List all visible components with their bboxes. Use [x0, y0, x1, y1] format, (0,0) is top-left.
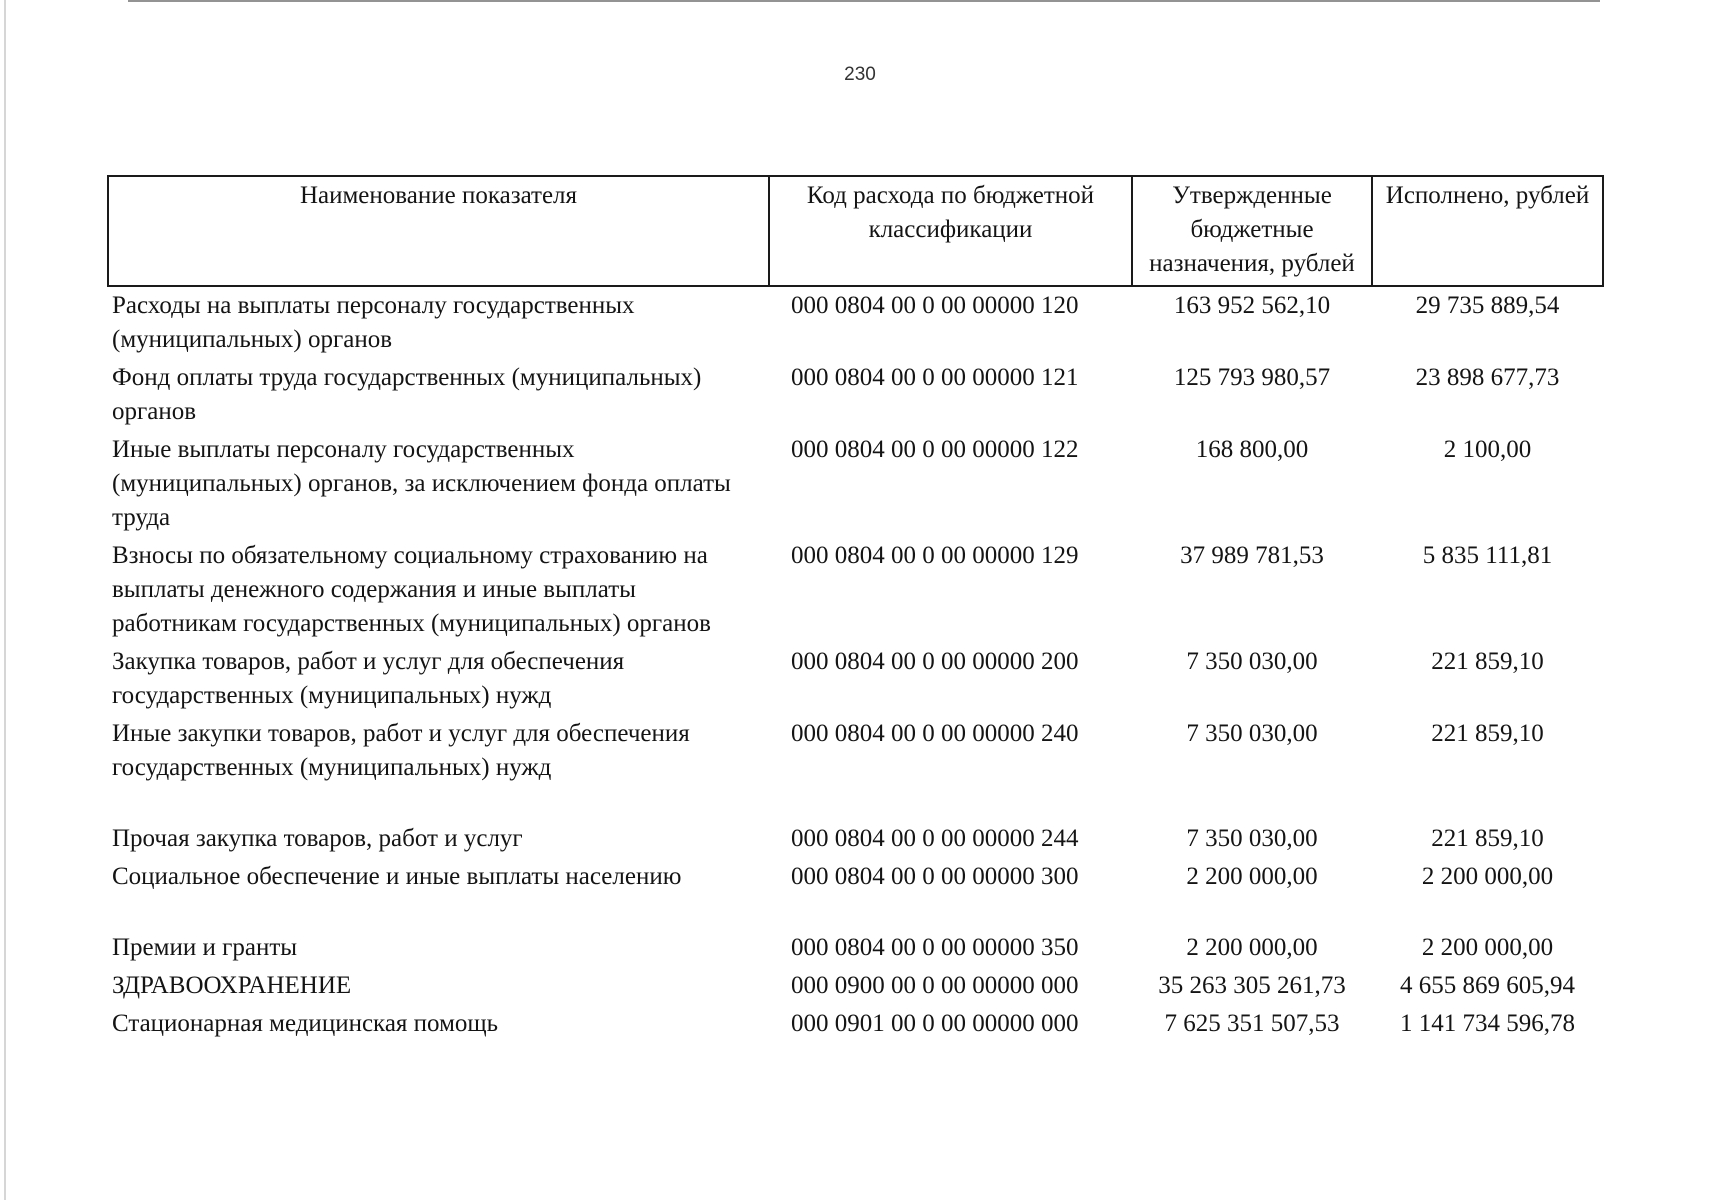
row-classification-code: 000 0804 00 0 00 00000 240	[791, 720, 1079, 747]
row-executed-amount: 29 735 889,54	[1415, 292, 1560, 319]
row-executed-amount: 2 200 000,00	[1421, 934, 1554, 961]
row-indicator-name: ЗДРАВООХРАНЕНИЕ	[112, 972, 352, 999]
page-number: 230	[844, 64, 876, 85]
row-approved-amount: 35 263 305 261,73	[1158, 972, 1346, 999]
row-classification-code: 000 0804 00 0 00 00000 200	[791, 648, 1079, 675]
row-approved-amount: 168 800,00	[1195, 436, 1309, 463]
row-approved-amount: 7 350 030,00	[1186, 825, 1318, 852]
row-approved-amount: 163 952 562,10	[1173, 292, 1331, 319]
row-approved-amount: 7 350 030,00	[1186, 720, 1318, 747]
table-row	[108, 929, 1603, 967]
table-row	[108, 359, 1603, 431]
row-indicator-name: Иные закупки товаров, работ и услуг для обеспечения государственных (муниципальных) нужд	[112, 720, 690, 781]
row-executed-amount: 5 835 111,81	[1422, 542, 1553, 569]
row-executed-amount: 4 655 869 605,94	[1400, 972, 1575, 999]
row-approved-amount: 125 793 980,57	[1173, 364, 1331, 391]
row-indicator-name: Фонд оплаты труда государственных (муниципальных) органов	[112, 364, 702, 425]
row-classification-code: 000 0804 00 0 00 00000 244	[791, 825, 1079, 852]
scan-left-edge	[4, 0, 6, 1200]
row-executed-amount: 1 141 734 596,78	[1400, 1010, 1575, 1037]
budget-execution-table	[107, 175, 1604, 1043]
row-indicator-name: Закупка товаров, работ и услуг для обеспечения государственных (муниципальных) нужд	[112, 648, 625, 709]
table-row	[108, 820, 1603, 858]
row-approved-amount: 2 200 000,00	[1186, 934, 1318, 961]
row-classification-code: 000 0804 00 0 00 00000 350	[791, 934, 1079, 961]
header-indicator-name: Наименование показателя	[108, 176, 769, 286]
row-classification-code: 000 0804 00 0 00 00000 300	[791, 863, 1079, 890]
table-row	[108, 967, 1603, 1005]
row-approved-amount: 2 200 000,00	[1186, 863, 1318, 890]
row-indicator-name: Стационарная медицинская помощь	[112, 1010, 499, 1037]
header-classification-code: Код расхода по бюджетной классификации	[769, 176, 1132, 286]
row-indicator-name: Прочая закупка товаров, работ и услуг	[112, 825, 523, 852]
row-executed-amount: 2 200 000,00	[1421, 863, 1554, 890]
table-header	[108, 176, 1603, 286]
table-row	[108, 643, 1603, 715]
header-row	[108, 176, 1603, 286]
row-classification-code: 000 0804 00 0 00 00000 122	[791, 436, 1079, 463]
row-indicator-name: Социальное обеспечение и иные выплаты населению	[112, 863, 682, 890]
header-approved-amount: Утвержденные бюджетные назначения, рублей	[1132, 176, 1372, 286]
row-indicator-name: Взносы по обязательному социальному страхованию на выплаты денежного содержания и иные выплаты работникам государственных (муниципальных) органов	[112, 542, 711, 637]
table-row	[108, 1005, 1603, 1043]
row-classification-code: 000 0804 00 0 00 00000 120	[791, 292, 1079, 319]
row-executed-amount: 2 100,00	[1443, 436, 1532, 463]
table-row	[108, 431, 1603, 537]
row-classification-code: 000 0804 00 0 00 00000 129	[791, 542, 1079, 569]
row-approved-amount: 7 350 030,00	[1186, 648, 1318, 675]
table-body	[108, 286, 1603, 1043]
table-row	[108, 858, 1603, 929]
row-executed-amount: 221 859,10	[1431, 825, 1544, 852]
row-executed-amount: 221 859,10	[1431, 720, 1544, 747]
row-classification-code: 000 0901 00 0 00 00000 000	[791, 1010, 1079, 1037]
header-executed-amount: Исполнено, рублей	[1372, 176, 1603, 286]
row-indicator-name: Расходы на выплаты персоналу государственных (муниципальных) органов	[112, 292, 635, 353]
row-executed-amount: 221 859,10	[1431, 648, 1544, 675]
row-executed-amount: 23 898 677,73	[1415, 364, 1560, 391]
table-row	[108, 537, 1603, 643]
row-approved-amount: 7 625 351 507,53	[1164, 1010, 1340, 1037]
row-classification-code: 000 0900 00 0 00 00000 000	[791, 972, 1079, 999]
row-indicator-name: Иные выплаты персоналу государственных (муниципальных) органов, за исключением фонда оплаты труда	[112, 436, 731, 531]
row-approved-amount: 37 989 781,53	[1180, 542, 1324, 569]
table-row	[108, 715, 1603, 820]
scan-top-border	[128, 0, 1600, 2]
row-indicator-name: Премии и гранты	[112, 934, 298, 961]
row-classification-code: 000 0804 00 0 00 00000 121	[791, 364, 1079, 391]
table-row	[108, 286, 1603, 359]
